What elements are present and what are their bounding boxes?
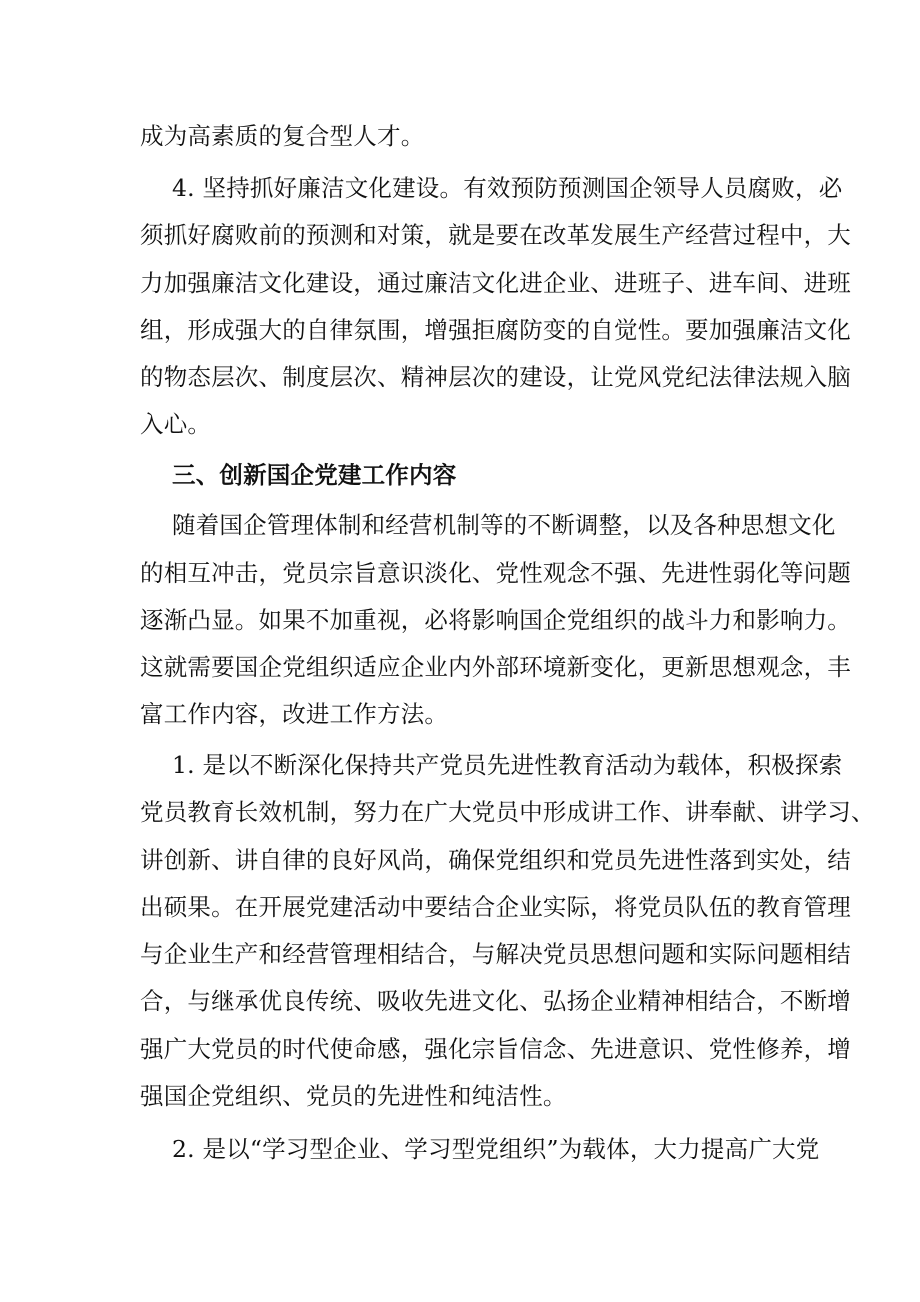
text-line: 组，形成强大的自律氛围，增强拒腐防变的自觉性。要加强廉洁文化 xyxy=(140,316,851,344)
text-line: 逐渐凸显。如果不加重视，必将影响国企党组织的战斗力和影响力。 xyxy=(140,606,851,634)
text-line: 合，与继承优良传统、吸收先进文化、弘扬企业精神相结合，不断增 xyxy=(140,987,851,1015)
text-line: 成为高素质的复合型人才。 xyxy=(140,122,425,150)
text-line: 的物态层次、制度层次、精神层次的建设，让党风党纪法律法规入脑 xyxy=(140,363,851,391)
text-line: 入心。 xyxy=(140,410,212,438)
text-line: 讲创新、讲自律的良好风尚，确保党组织和党员先进性落到实处，结 xyxy=(140,846,851,874)
text-line: 出硕果。在开展党建活动中要结合企业实际，将党员队伍的教育管理 xyxy=(140,893,851,921)
list-item-1-text: 1. 是以不断深化保持共产党员先进性教育活动为载体，积极探索 xyxy=(172,751,843,779)
text-line: 与企业生产和经营管理相结合，与解决党员思想问题和实际问题相结 xyxy=(140,940,851,968)
text-line: 强国企党组织、党员的先进性和纯洁性。 xyxy=(140,1082,567,1110)
text-line: 富工作内容，改进工作方法。 xyxy=(140,700,449,728)
text-line: 力加强廉洁文化建设，通过廉洁文化进企业、进班子、进车间、进班 xyxy=(140,269,851,297)
text-line: 的相互冲击，党员宗旨意识淡化、党性观念不强、先进性弱化等问题 xyxy=(140,559,851,587)
text-line: 党员教育长效机制，努力在广大党员中形成讲工作、讲奉献、讲学习、 xyxy=(140,798,875,826)
text-line: 须抓好腐败前的预测和对策，就是要在改革发展生产经营过程中，大 xyxy=(140,221,851,249)
paragraph-text: 随着国企管理体制和经营机制等的不断调整，以及各种思想文化 xyxy=(172,511,836,539)
section-heading: 三、创新国企党建工作内容 xyxy=(172,461,457,489)
list-item-2-text: 2. 是以“学习型企业、学习型党组织”为载体，大力提高广大党 xyxy=(172,1135,820,1163)
list-item-4-text: 4. 坚持抓好廉洁文化建设。有效预防预测国企领导人员腐败，必 xyxy=(172,174,843,202)
text-line: 强广大党员的时代使命感，强化宗旨信念、先进意识、党性修养，增 xyxy=(140,1035,851,1063)
text-line: 这就需要国企党组织适应企业内外部环境新变化，更新思想观念，丰 xyxy=(140,653,851,681)
